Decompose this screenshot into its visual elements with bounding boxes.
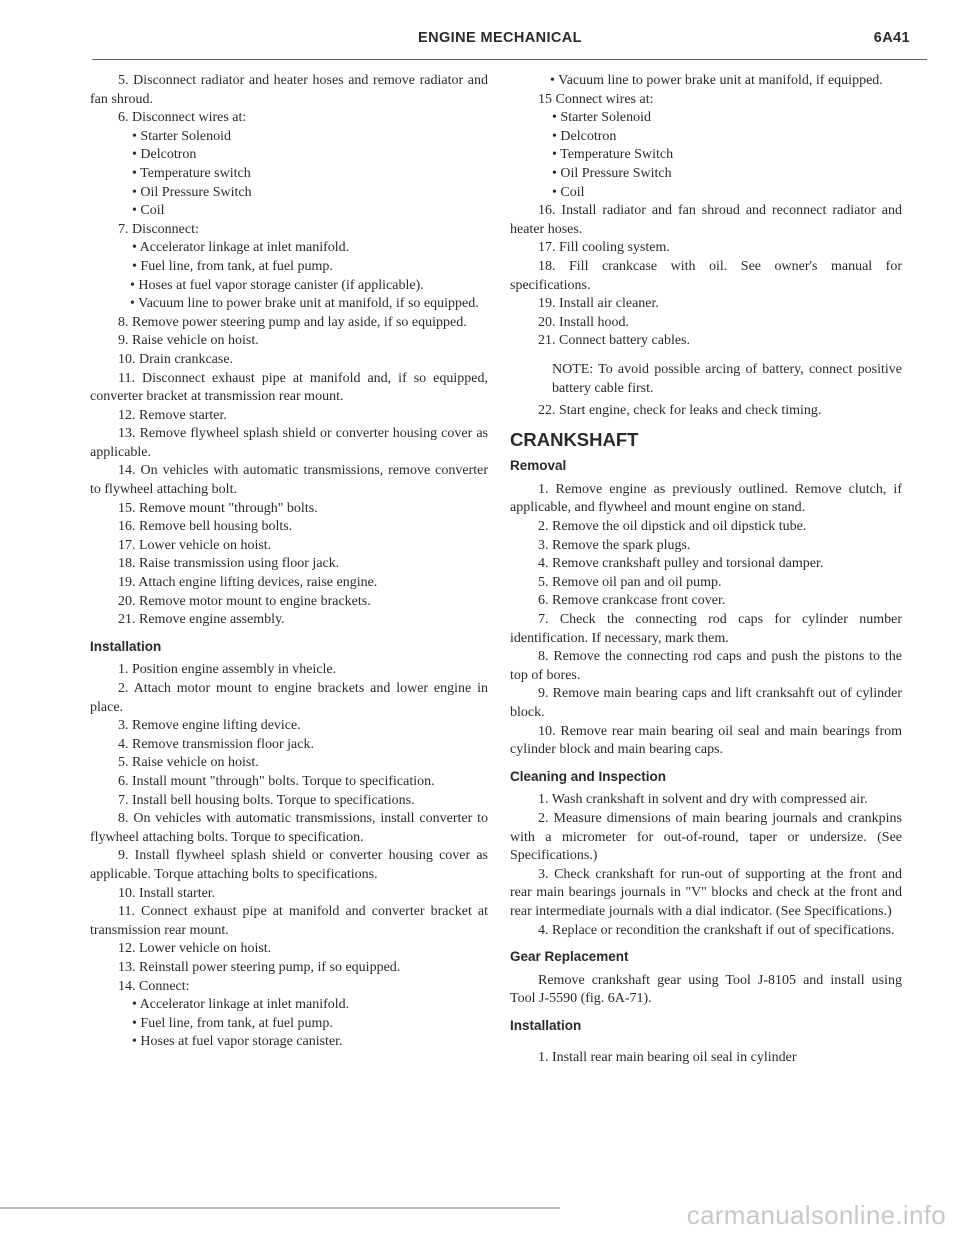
bullet-item: • Hoses at fuel vapor storage canister. [132,1034,343,1050]
bullet-item: • Hoses at fuel vapor storage canister (if applicable). [130,277,424,293]
crankshaft-heading: CRANKSHAFT [510,428,639,450]
step: 8. Remove power steering pump and lay aside, if so equipped. [118,314,467,330]
bullet-item: • Temperature switch [132,165,251,181]
step: 1. Remove engine as previously outlined. Remove clutch, if applicable, and flywheel and mount engine on stand. [510,481,902,516]
step: 2. Remove the oil dipstick and oil dipstick tube. [538,519,807,535]
bullet-item: • Coil [132,203,165,219]
step: 2. Measure dimensions of main bearing journals and crankpins with a micrometer for out-of-round, taper or undersize. (See Specifications.) [510,810,902,864]
bullet-item: • Starter Solenoid [132,128,231,144]
bullet-item: • Delcotron [132,147,197,163]
step: 8. Remove the connecting rod caps and push the pistons to the top of bores. [510,649,902,683]
step: 16. Remove bell housing bolts. [118,519,293,535]
step: 7. Disconnect: [118,221,199,237]
step: 1. Position engine assembly in vheicle. [118,662,337,678]
step: 19. Install air cleaner. [538,296,659,312]
step: 5. Remove oil pan and oil pump. [538,574,722,590]
step: 20. Install hood. [538,314,629,330]
step: 4. Remove crankshaft pulley and torsional damper. [538,556,824,572]
section-title: ENGINE MECHANICAL [418,30,582,46]
removal-heading: Removal [510,458,567,474]
step: 21. Connect battery cables. [538,333,691,349]
step: 8. On vehicles with automatic transmissions, install converter to flywheel attaching bolts. Torque to specification. [90,811,488,845]
bullet-item: • Coil [552,184,585,200]
step: 13. Reinstall power steering pump, if so equipped. [118,959,401,975]
step: 6. Disconnect wires at: [118,110,247,126]
step: 18. Raise transmission using floor jack. [118,556,340,572]
step: 7. Check the connecting rod caps for cylinder number identification. If necessary, mark them. [510,612,902,646]
step: 22. Start engine, check for leaks and check timing. [538,403,822,419]
step: 4. Replace or recondition the crankshaft if out of specifications. [538,922,895,938]
right-column [510,72,902,1067]
step: 21. Remove engine assembly. [118,612,285,628]
step: 1. Wash crankshaft in solvent and dry with compressed air. [538,792,868,808]
header-rule [92,59,927,60]
step: 9. Raise vehicle on hoist. [118,333,259,349]
step: 10. Drain crankcase. [118,351,234,367]
step: 18. Fill crankcase with oil. See owner's manual for specifications. [510,258,902,293]
step: 11. Connect exhaust pipe at manifold and converter bracket at transmission rear mount. [90,904,488,938]
step: 1. Install rear main bearing oil seal in cylinder [538,1049,797,1065]
step: 14. On vehicles with automatic transmissions, remove converter to flywheel attaching bolt. [90,463,488,498]
step: 13. Remove flywheel splash shield or converter housing cover as applicable. [90,426,488,460]
bullet-item: • Fuel line, from tank, at fuel pump. [132,1015,333,1031]
step: 20. Remove motor mount to engine brackets. [118,593,371,609]
bullet-item: • Accelerator linkage at inlet manifold. [132,240,350,256]
bullet-item: • Temperature Switch [552,147,674,163]
watermark: carmanualsonline.info [686,1200,946,1230]
bullet-item: • Starter Solenoid [552,110,651,126]
page-number: 6A41 [873,30,910,46]
step: 6. Install mount "through" bolts. Torque to specification. [118,773,435,789]
step: 10. Install starter. [118,885,216,901]
cleaning-heading: Cleaning and Inspection [510,768,667,784]
step: 12. Lower vehicle on hoist. [118,941,272,957]
step: 6. Remove crankcase front cover. [538,593,726,609]
footer-rule [0,1207,560,1209]
bullet-item: • Oil Pressure Switch [552,165,672,181]
bullet-item: • Vacuum line to power brake unit at manifold, if equipped. [550,73,883,88]
step: 15 Connect wires at: [538,91,654,107]
step: 17. Lower vehicle on hoist. [118,537,272,553]
step: 10. Remove rear main bearing oil seal and main bearings from cylinder block and main bearing caps. [510,723,902,758]
step: 11. Disconnect exhaust pipe at manifold and, if so equipped, converter bracket at transmission rear mount. [90,370,488,405]
left-column [90,72,488,1052]
gear-heading: Gear Replacement [510,949,629,965]
gear-text: Remove crankshaft gear using Tool J-8105 and install using Tool J-5590 (fig. 6A-71). [510,972,902,1007]
step: 3. Check crankshaft for run-out of supporting at the front and rear main bearings journals in "V" blocks and check at the front and rear intermediate journals with a dial indicator. (See Specifications.) [510,866,902,919]
step: 7. Install bell housing bolts. Torque to specifications. [118,792,415,808]
step: 9. Install flywheel splash shield or converter housing cover as applicable. Torque attaching bolts to specifications. [90,848,488,882]
bullet-item: • Delcotron [552,128,617,144]
step: 5. Raise vehicle on hoist. [118,755,259,771]
bullet-item: • Fuel line, from tank, at fuel pump. [132,258,333,274]
step: 17. Fill cooling system. [538,240,670,256]
step: 12. Remove starter. [118,407,227,423]
step: 5. Disconnect radiator and heater hoses and remove radiator and fan shroud. [90,73,488,107]
step: 3. Remove engine lifting device. [118,718,301,734]
step: 19. Attach engine lifting devices, raise engine. [118,575,378,591]
step: 14. Connect: [118,978,190,994]
step: 3. Remove the spark plugs. [538,537,691,553]
bullet-item: • Vacuum line to power brake unit at manifold, if so equipped. [130,296,479,312]
page-header [90,30,910,54]
installation-heading: Installation [90,638,162,654]
bullet-item: • Oil Pressure Switch [132,184,252,200]
step: 4. Remove transmission floor jack. [118,736,314,752]
step: 9. Remove main bearing caps and lift cranksahft out of cylinder block. [510,686,902,720]
step: 16. Install radiator and fan shroud and reconnect radiator and heater hoses. [510,203,902,237]
bullet-item: • Accelerator linkage at inlet manifold. [132,997,350,1013]
installation-heading: Installation [510,1017,582,1033]
step: 2. Attach motor mount to engine brackets and lower engine in place. [90,681,488,715]
note: NOTE: To avoid possible arcing of battery, connect positive battery cable first. [552,361,902,396]
step: 15. Remove mount "through" bolts. [118,500,318,516]
